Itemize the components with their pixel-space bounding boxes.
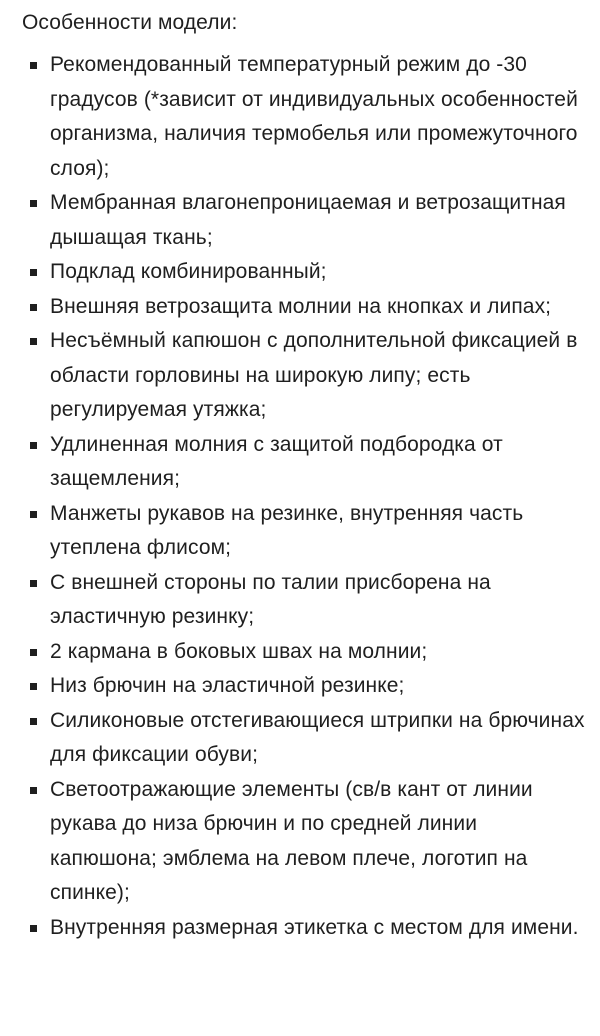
list-item-text: Силиконовые отстегивающиеся штрипки на брючинах для фиксации обуви; [50,708,585,766]
bullet-icon [30,200,37,207]
bullet-icon [30,338,37,345]
bullet-icon [30,304,37,311]
list-item-text: Светоотражающие элементы (св/в кант от линии рукава до низа брючин и по средней линии капюшона; эмблема на левом плече, логотип на спинке); [50,777,533,904]
bullet-icon [30,442,37,449]
list-item-text: С внешней стороны по талии присборена на эластичную резинку; [50,570,491,628]
list-item [22,911,586,946]
bullet-icon [30,511,37,518]
list-item [22,48,586,186]
list-item [22,290,586,325]
list-item [22,497,586,566]
list-item-text: Рекомендованный температурный режим до -30 градусов (*зависит от индивидуальных особенностей организма, наличия термобелья или промежуточного слоя); [50,53,578,180]
list-item [22,566,586,635]
list-item-text: Внешняя ветрозащита молнии на кнопках и липах; [50,294,552,318]
list-item-text: Несъёмный капюшон с дополнительной фиксацией в области горловины на широкую липу; есть регулируемая утяжка; [50,329,578,421]
list-item [22,255,586,290]
list-item-text: Подклад комбинированный; [50,260,327,283]
list-item-text: Манжеты рукавов на резинке, внутренняя часть утеплена флисом; [50,501,524,559]
bullet-icon [30,925,37,932]
list-item [22,635,586,670]
list-item-text: 2 кармана в боковых швах на молнии; [50,639,428,663]
features-list [22,48,586,945]
bullet-icon [30,62,37,69]
bullet-icon [30,718,37,725]
features-heading: Особенности модели: [22,11,238,34]
bullet-icon [30,649,37,656]
bullet-icon [30,269,37,276]
bullet-icon [30,683,37,690]
list-item [22,428,586,497]
list-item-text: Мембранная влагонепроницаемая и ветрозащитная дышащая ткань; [50,191,566,249]
list-item-text: Низ брючин на эластичной резинке; [50,674,405,697]
list-item [22,704,586,773]
bullet-icon [30,580,37,587]
list-item-text: Внутренняя размерная этикетка с местом для имени. [50,915,579,939]
list-item-text: Удлиненная молния с защитой подбородка от защемления; [50,432,503,490]
bullet-icon [30,787,37,794]
list-item [22,773,586,911]
list-item [22,324,586,428]
list-item [22,669,586,704]
list-item [22,186,586,255]
